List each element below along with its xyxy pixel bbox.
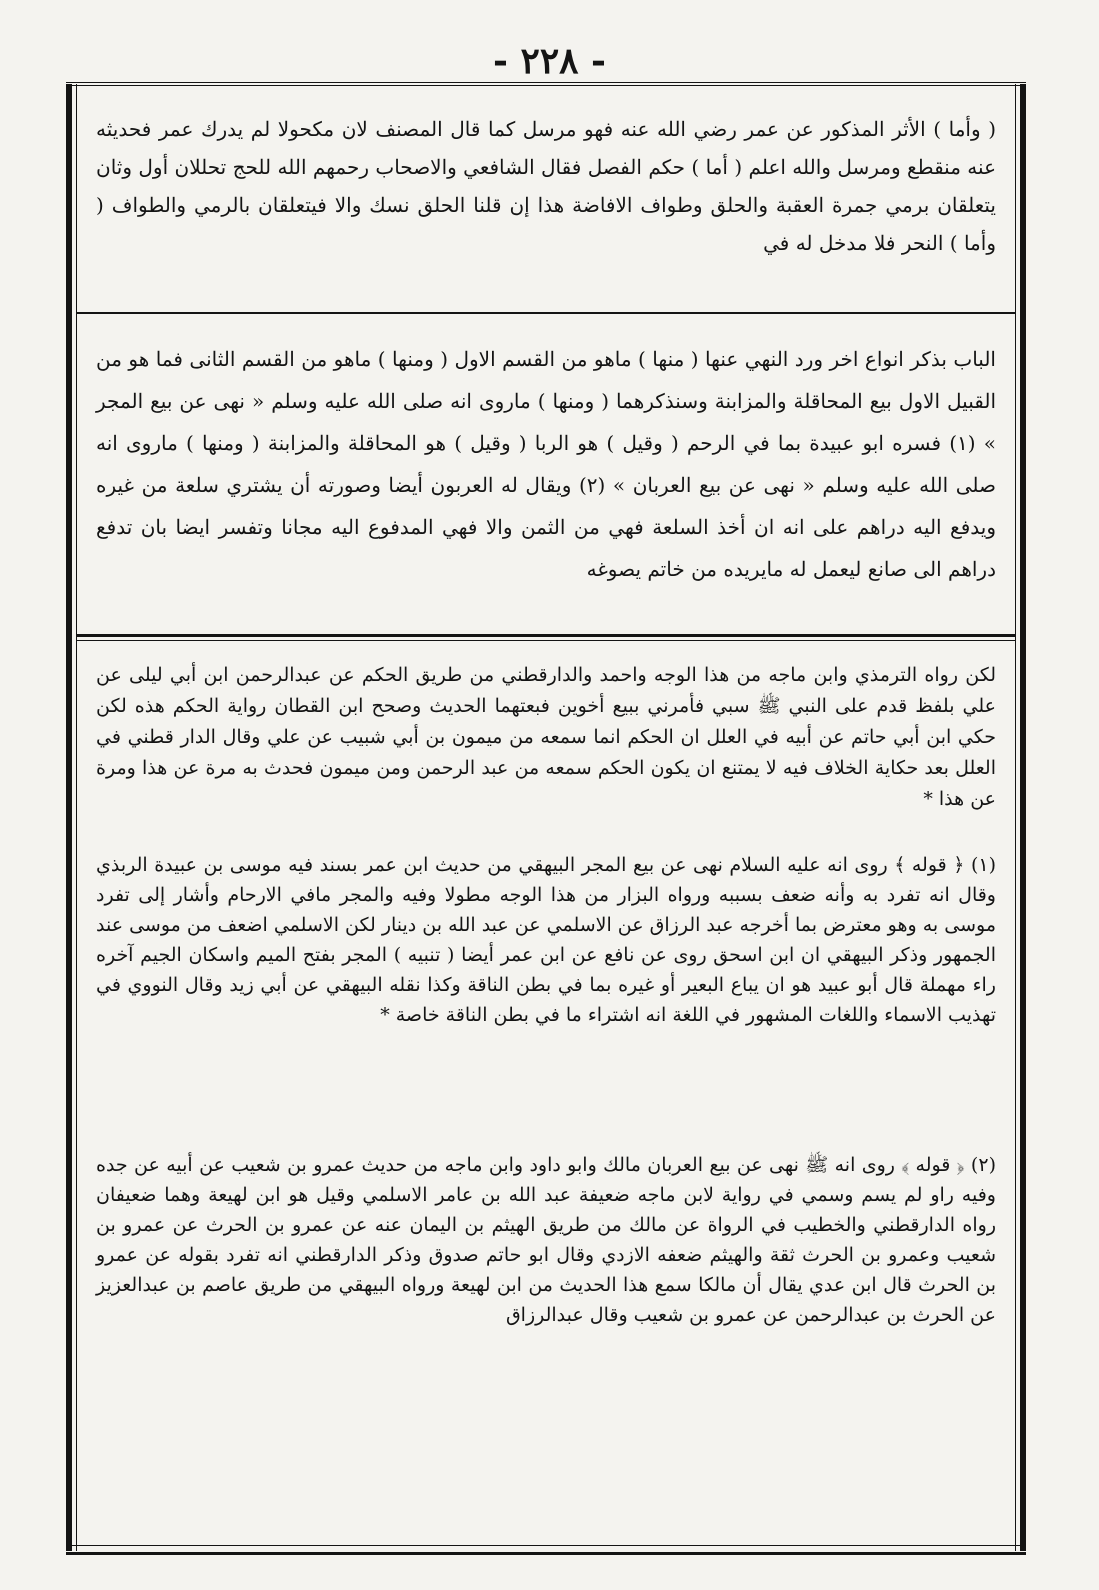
bottom-border xyxy=(66,1545,1026,1555)
footnote-2 xyxy=(96,1150,996,1330)
main-text-top xyxy=(96,110,996,262)
main-text-top-paragraph: ( وأما ) الأثر المذكور عن عمر رضي الله عنه فهو مرسل كما قال المصنف لان مكحولا لم يدرك عمر فحديثه عنه منقطع ومرسل والله اعلم ( أما ) حكم الفصل فقال الشافعي والاصحاب رحمهم الله للحج تحللان أول وثان يتعلقان برمي جمرة العقبة والحلق وطواف الافاضة هذا إن قلنا الحلق نسك والا فيتعلقان بالرمي والطواف ( وأما ) النحر فلا مدخل له في xyxy=(96,117,996,255)
section-divider-2 xyxy=(76,634,1016,641)
main-text-middle xyxy=(96,338,996,590)
left-border-thick xyxy=(66,84,72,1551)
page-frame xyxy=(66,82,1026,1559)
right-border-thick xyxy=(1020,84,1026,1551)
right-border-thin xyxy=(1015,84,1016,1551)
page-number: - ٢٢٨ - xyxy=(493,40,606,82)
footnote-1 xyxy=(96,850,996,1030)
footnotes-intro xyxy=(96,660,996,815)
main-text-middle-paragraph: الباب بذكر انواع اخر ورد النهي عنها ( منها ) ماهو من القسم الاول ( ومنها ) ماهو من القسم الثانى فما هو من القبيل الاول بيع المحاقلة والمزابنة وسنذكرهما ( ومنها ) ماروى انه صلى الله عليه وسلم « نهى عن بيع المجر » (١) فسره ابو عبيدة بما في الرحم ( وقيل ) هو الربا ( وقيل ) هو المحاقلة والمزابنة ( ومنها ) ماروى انه صلى الله عليه وسلم « نهى عن بيع العربان » (٢) ويقال له العربون أيضا وصورته أن يشتري سلعة من غيره ويدفع اليه دراهم على انه ان أخذ السلعة فهي من الثمن والا فهي المدفوع اليه مجانا وتفسر ايضا بان تدفع دراهم الى صانع ليعمل له مايريده من خاتم يصوغه xyxy=(96,347,996,581)
footnote-2-paragraph: (٢) ﴿ قوله ﴾ روى انه ﷺ نهى عن بيع العربان مالك وابو داود وابن ماجه من حديث عمرو بن شعيب عن أبيه عن جده وفيه راو لم يسم وسمي في رواية لابن ماجه ضعيفة عبد الله بن عامر الاسلمي وقيل هو ابن لهيعة وهما ضعيفان رواه الدارقطني والخطيب في الرواة عن مالك من طريق الهيثم بن اليمان عنه عن عمرو بن الحرث عن عمرو بن شعيب وعمرو بن الحرث ثقة والهيثم ضعفه الازدي وقال ابو حاتم صدوق وذكر الدارقطني انه تفرد بقوله عن عمرو بن الحرث قال ابن عدي يقال أن مالكا سمع هذا الحديث من ابن لهيعة ورواه البيهقي من طريق عاصم بن عبدالعزيز عن الحرث بن عبدالرحمن عن عمرو بن شعيب وقال عبدالرزاق xyxy=(96,1154,996,1326)
footnote-intro-paragraph: لكن رواه الترمذي وابن ماجه من هذا الوجه واحمد والدارقطني من طريق الحكم عن عبدالرحمن ابن أبي ليلى عن علي بلفظ قدم على النبي ﷺ سبي فأمرني ببيع أخوين فبعتهما الحديث وصحح ابن القطان رواية الحكم هذه لكن حكي ابن أبي حاتم عن أبيه في العلل ان الحكم انما سمعه من ميمون بن أبي شبيب عن علي وقال الدار قطني في العلل بعد حكاية الخلاف فيه لا يمتنع ان يكون الحكم سمعه من عبد الرحمن ومن ميمون فحدث به مرة عن هذا ومرة عن هذا * xyxy=(96,664,996,810)
left-border-thin xyxy=(76,84,77,1551)
footnote-1-paragraph: (١) ﴿ قوله ﴾ روى انه عليه السلام نهى عن بيع المجر البيهقي من حديث ابن عمر بسند فيه موسى بن عبيدة الربذي وقال انه تفرد به وأنه ضعف بسببه ورواه البزار من هذا الوجه مطولا وفيه والمجر مافي الارحام وأشار إلى تفرد موسى به وهو معترض بما أخرجه عبد الرزاق عن الاسلمي عن عبد الله بن دينار لكن الاسلمي اضعف من موسى عند الجمهور وذكر البيهقي ان ابن اسحق روى عن نافع عن ابن عمر أيضا ( تنبيه ) المجر بفتح الميم واسكان الجيم آخره راء مهملة قال أبو عبيد هو ان يباع البعير أو غيره بما في بطن الناقة وكذا نقله البيهقي عن أبي زيد وقال النووي في تهذيب الاسماء واللغات المشهور في اللغة انه اشتراء ما في بطن الناقة خاصة * xyxy=(96,854,996,1026)
section-divider-1 xyxy=(76,312,1016,314)
